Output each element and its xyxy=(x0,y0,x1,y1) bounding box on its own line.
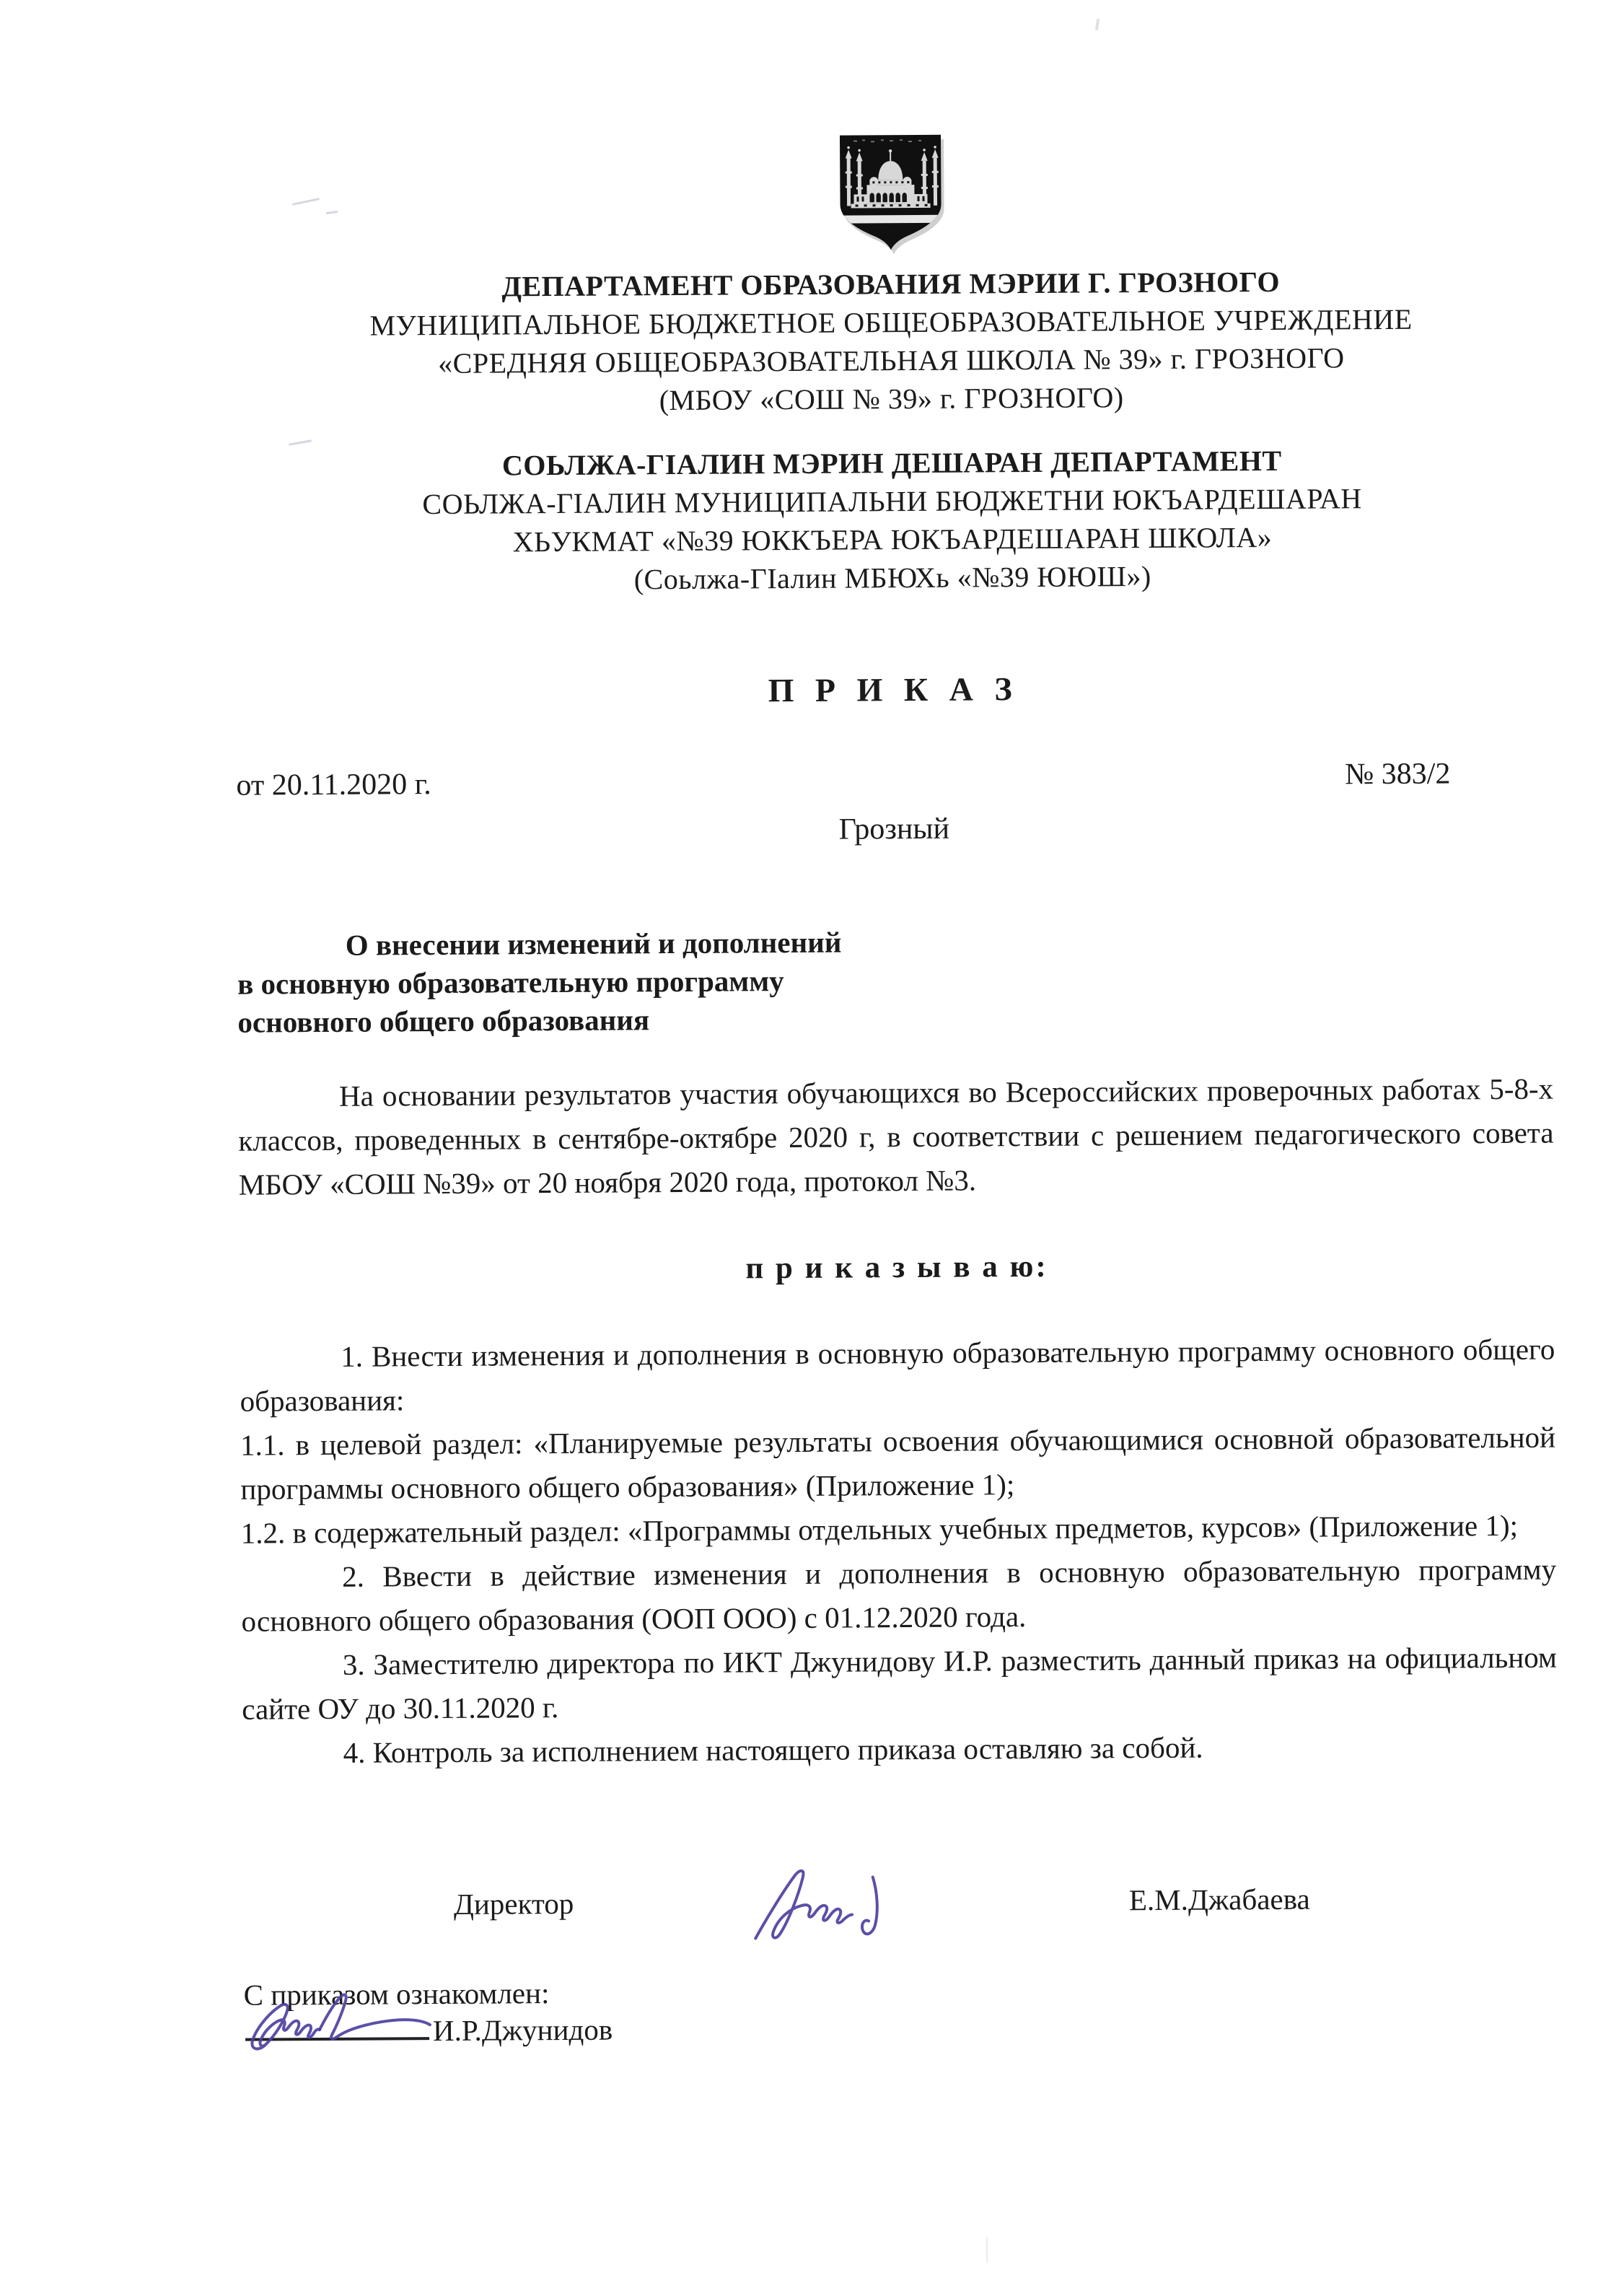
grozny-coat-of-arms-icon xyxy=(835,133,944,257)
header-che-line4: (Соьлжа-ГІалин МБЮХь «№39 ЮЮШ») xyxy=(633,559,1151,596)
order-item-4: 4. Контроль за исполнением настоящего приказа оставляю за собой. xyxy=(343,1730,1203,1769)
header-ru-line3: «СРЕДНЯЯ ОБЩЕОБРАЗОВАТЕЛЬНАЯ ШКОЛА № 39» г. ГРОЗНОГО xyxy=(438,341,1345,380)
emblem-container xyxy=(232,130,1548,262)
order-items xyxy=(240,1328,1558,1776)
order-item-1: 1. Внести изменения и дополнения в основную образовательную программу основного общего образования: xyxy=(240,1332,1555,1418)
subject-line3: основного общего образования xyxy=(237,1003,650,1039)
order-item-1-2: 1.2. в содержательный раздел: «Программы отдельных учебных предметов, курсов» (Приложение 1); xyxy=(240,1508,1519,1550)
order-item-3: 3. Заместителю директора по ИКТ Джунидову И.Р. разместить данный приказ на официальном сайте ОУ до 30.11.2020 г. xyxy=(242,1640,1558,1726)
resolution-word: п р и к а з ы в а ю: xyxy=(745,1249,1048,1286)
director-signature-ink xyxy=(748,1867,904,1953)
acknowledgement-label: С приказом ознакомлен: xyxy=(243,1976,550,2012)
order-city: Грозный xyxy=(838,812,950,846)
order-item-1-1: 1.1. в целевой раздел: «Планируемые результаты освоения обучающимися основной образовательной программы основного общего образования» (Приложение 1); xyxy=(240,1420,1556,1506)
document-content xyxy=(232,0,1560,2085)
header-ru-line1: ДЕПАРТАМЕНТ ОБРАЗОВАНИЯ МЭРИИ Г. ГРОЗНОГО xyxy=(501,265,1281,303)
subject-line1: О внесении изменений и дополнений xyxy=(345,925,842,962)
header-chechen xyxy=(234,440,1550,601)
acknowledgement-signature-ink xyxy=(240,1990,457,2067)
header-ru-line4: (МБОУ «СОШ № 39» г. ГРОЗНОГО) xyxy=(659,381,1124,417)
signer-name: Е.М.Джабаева xyxy=(1128,1882,1310,1917)
acknowledgement-name: И.Р.Джунидов xyxy=(432,2012,613,2048)
order-subject xyxy=(237,919,1553,1042)
order-number: № 383/2 xyxy=(1345,757,1451,792)
intro-paragraph: На основании результатов участия обучающихся во Всероссийских проверочных работах 5-8-х классов, проведенных в сентябре-октябре 2020 г, в соответствии с решением педагогического совета МБОУ «СОШ №39» от 20 ноября 2020 года, протокол №3. xyxy=(238,1072,1554,1201)
signature-row xyxy=(243,1880,1558,1933)
document-title: П Р И К А З xyxy=(768,670,1019,709)
acknowledgement-row xyxy=(244,2012,1559,2085)
header-che-line2: СОЬЛЖА-ГІАЛИН МУНИЦИПАЛЬНИ БЮДЖЕТНИ ЮКЪАРДЕШАРАН xyxy=(422,482,1362,521)
scan-artifact xyxy=(986,2237,988,2263)
header-russian xyxy=(233,261,1549,422)
header-che-line3: ХЬУКМАТ «№39 ЮККЪЕРА ЮКЪАРДЕШАРАН ШКОЛА» xyxy=(512,520,1273,558)
header-ru-line2: МУНИЦИПАЛЬНОЕ БЮДЖЕТНОЕ ОБЩЕОБРАЗОВАТЕЛЬНОЕ УЧРЕЖДЕНИЕ xyxy=(369,302,1413,342)
subject-line2: в основную образовательную программу xyxy=(237,964,784,1001)
date-number-row xyxy=(236,757,1551,810)
header-che-line1: СОЬЛЖА-ГІАЛИН МЭРИН ДЕШАРАН ДЕПАРТАМЕНТ xyxy=(501,444,1282,482)
signer-role: Директор xyxy=(453,1886,574,1921)
order-item-2: 2. Ввести в действие изменения и дополнения в основную образовательную программу основного общего образования (ООП ООО) с 01.12.2020 года. xyxy=(241,1552,1557,1638)
order-date: от 20.11.2020 г. xyxy=(236,768,431,802)
